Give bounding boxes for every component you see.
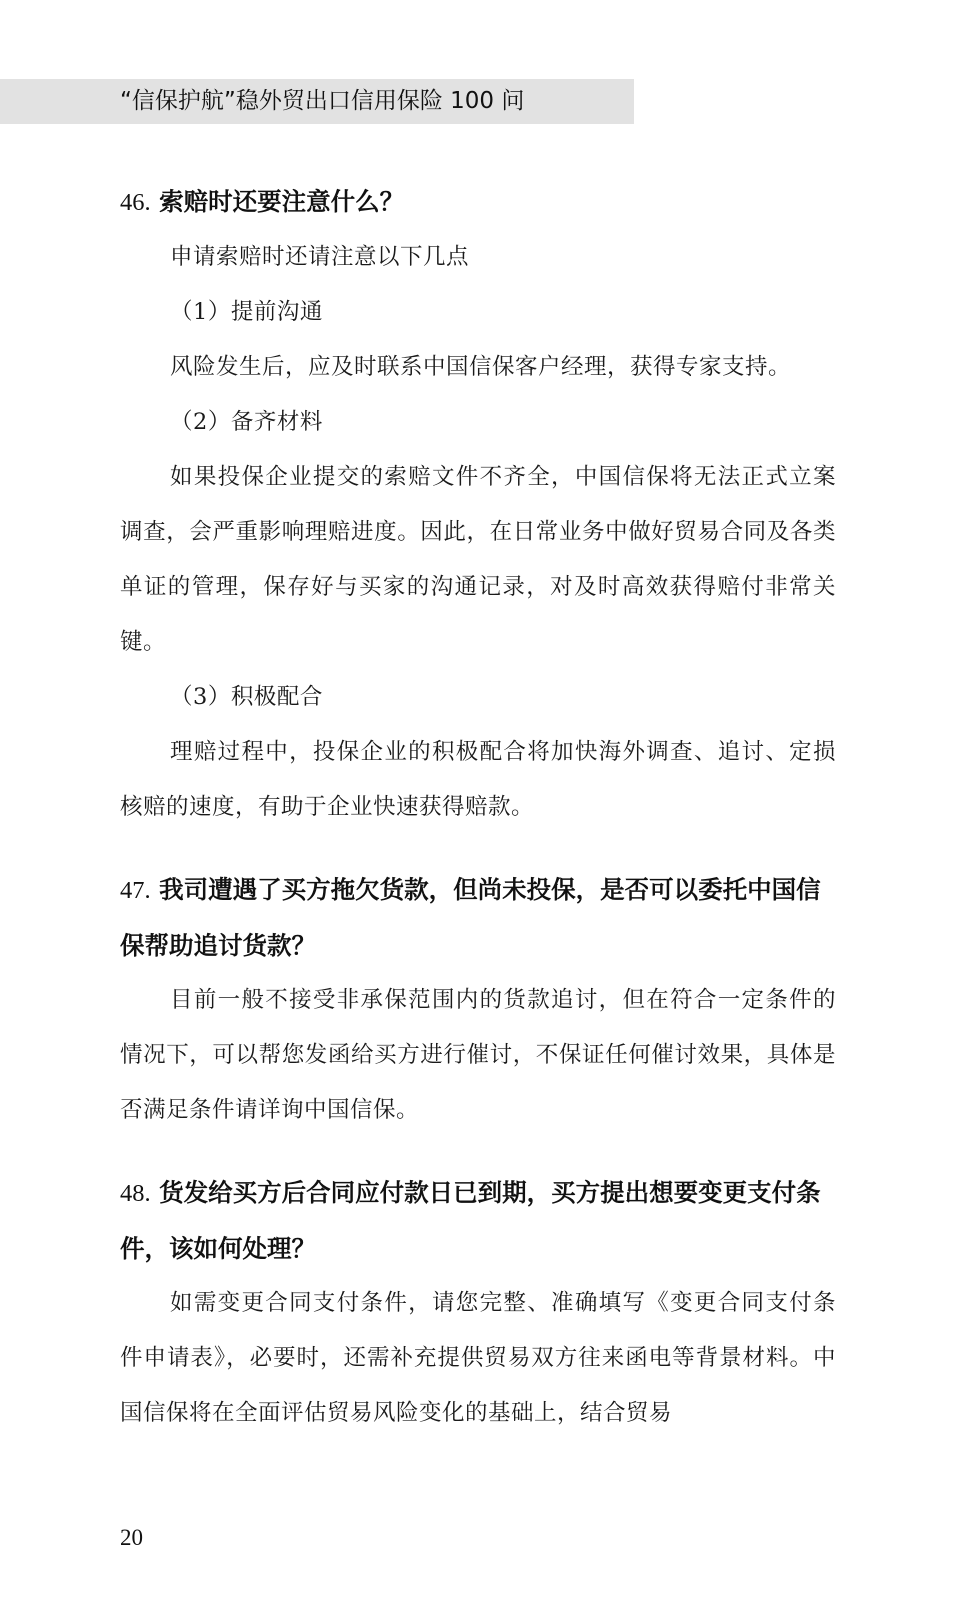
question-text: 我司遭遇了买方拖欠货款，但尚未投保，是否可以委托中国信保帮助追讨货款？	[120, 875, 821, 960]
question-text: 货发给买方后合同应付款日已到期，买方提出想要变更支付条件，该如何处理？	[120, 1178, 821, 1263]
question-number: 48.	[120, 1180, 151, 1207]
paragraph: 如果投保企业提交的索赔文件不齐全，中国信保将无法正式立案调查，会严重影响理赔进度。因此，在日常业务中做好贸易合同及各类单证的管理，保存好与买家的沟通记录，对及时高效获得赔付非常关键。	[120, 464, 836, 655]
subheading: （1）提前沟通	[170, 299, 323, 325]
question-47	[120, 862, 836, 973]
paragraph: 如需变更合同支付条件，请您完整、准确填写《变更合同支付条件申请表》，必要时，还需补充提供贸易双方往来函电等背景材料。中国信保将在全面评估贸易风险变化的基础上，结合贸易	[120, 1290, 836, 1426]
paragraph: 申请索赔时还请注意以下几点	[170, 244, 470, 270]
running-header-title: “信保护航”稳外贸出口信用保险 100 问	[120, 88, 525, 114]
question-number: 47.	[120, 877, 151, 904]
question-text: 索赔时还要注意什么？	[159, 187, 405, 216]
question-48	[120, 1165, 836, 1276]
paragraph: 理赔过程中，投保企业的积极配合将加快海外调查、追讨、定损核赔的速度，有助于企业快速获得赔款。	[120, 739, 836, 820]
page-content	[120, 174, 836, 1441]
page-number: 20	[120, 1525, 143, 1550]
question-46	[120, 174, 836, 230]
paragraph: 目前一般不接受非承保范围内的货款追讨，但在符合一定条件的情况下，可以帮您发函给买方进行催讨，不保证任何催讨效果，具体是否满足条件请详询中国信保。	[120, 987, 836, 1123]
subheading: （3）积极配合	[170, 684, 323, 710]
paragraph: 风险发生后，应及时联系中国信保客户经理，获得专家支持。	[170, 354, 792, 380]
question-number: 46.	[120, 189, 151, 216]
subheading: （2）备齐材料	[170, 409, 323, 435]
